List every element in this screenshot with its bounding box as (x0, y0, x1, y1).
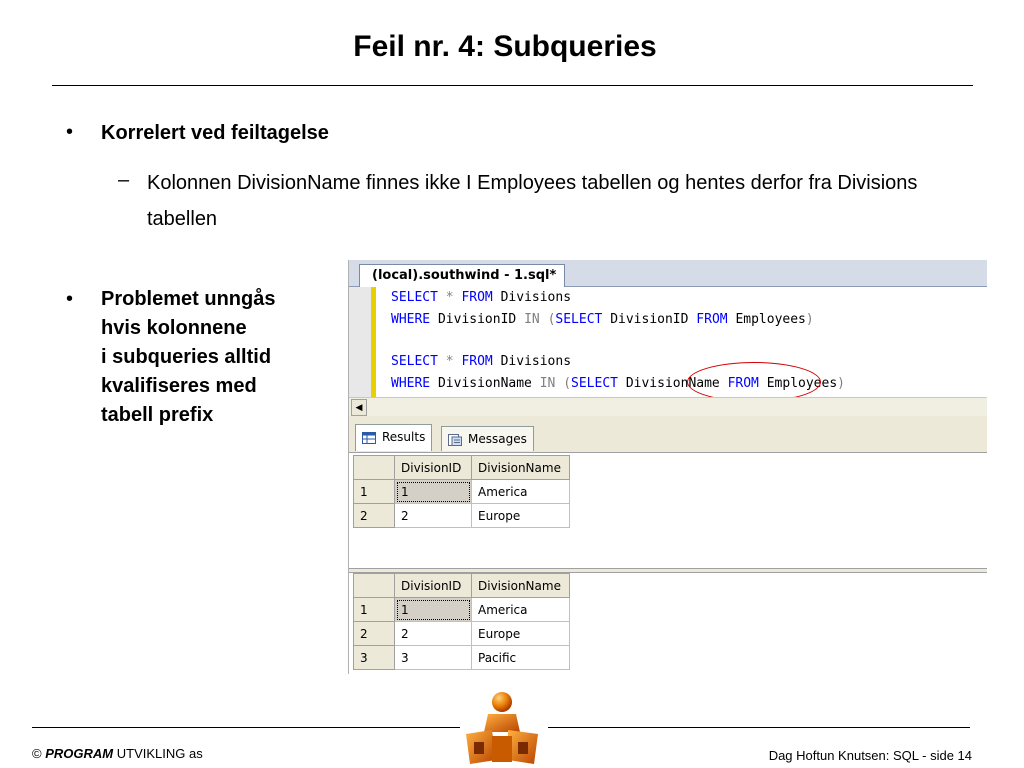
column-header[interactable]: DivisionName (472, 574, 570, 598)
grid-header-row (354, 574, 570, 598)
row-number[interactable]: 1 (354, 598, 395, 622)
grid-cell[interactable]: America (472, 598, 570, 622)
code-line-2: WHERE DivisionID IN (SELECT DivisionID FROM Employees) (391, 312, 814, 327)
column-header[interactable]: DivisionID (395, 456, 472, 480)
bullet-problem-line: hvis kolonnene (101, 317, 247, 339)
scroll-left-icon[interactable]: ◀ (351, 399, 367, 416)
code-line-1: SELECT * FROM Divisions (391, 290, 572, 305)
footer-brand: PROGRAM (45, 746, 114, 761)
table-row (354, 504, 570, 528)
row-number[interactable]: 2 (354, 504, 395, 528)
bullet-problem-line: kvalifiseres med (101, 375, 257, 397)
row-number[interactable]: 1 (354, 480, 395, 504)
grid-header-row (354, 456, 570, 480)
bullet-problem-line: tabell prefix (101, 404, 214, 426)
grid-cell[interactable]: America (472, 480, 570, 504)
grid-cell[interactable]: 1 (395, 480, 472, 504)
copyright-symbol: © (32, 746, 42, 761)
ssms-window (348, 260, 987, 674)
footer-divider-right (548, 727, 970, 728)
table-row (354, 622, 570, 646)
program-logo-icon (462, 690, 542, 766)
column-header[interactable]: DivisionID (395, 574, 472, 598)
bullet-problem-line: i subqueries alltid (101, 346, 272, 368)
horizontal-scrollbar[interactable] (349, 397, 987, 416)
highlight-circle (687, 362, 821, 402)
grid-cell[interactable]: Europe (472, 504, 570, 528)
results-grid-2[interactable] (353, 573, 570, 670)
bullet-problem-line: Problemet unngås (101, 288, 276, 310)
tab-messages[interactable] (441, 426, 534, 451)
editor-gutter (349, 287, 371, 397)
grid-icon (362, 432, 376, 444)
sub-bullet-marker: – (118, 169, 130, 191)
grid-cell[interactable]: 3 (395, 646, 472, 670)
row-number[interactable]: 2 (354, 622, 395, 646)
tab-results[interactable] (355, 424, 432, 451)
bullet-problem (101, 285, 341, 430)
result-tabs (349, 418, 987, 453)
footer-author-page: Dag Hoftun Knutsen: SQL - side 14 (768, 748, 972, 763)
title-divider (52, 85, 973, 86)
grid-cell[interactable]: 2 (395, 622, 472, 646)
table-row (354, 598, 570, 622)
results-pane (349, 453, 987, 674)
results-grid-1[interactable] (353, 455, 570, 528)
change-marker (371, 287, 376, 397)
bullet-marker: • (66, 121, 74, 143)
grid-corner[interactable] (354, 574, 395, 598)
page-title: Feil nr. 4: Subqueries (353, 30, 657, 63)
grid-cell[interactable]: Europe (472, 622, 570, 646)
tab-results-label: Results (382, 430, 426, 444)
grid-cell[interactable]: 1 (395, 598, 472, 622)
code-line-4: WHERE DivisionName IN (SELECT DivisionName FROM Employees) (391, 376, 845, 391)
table-row (354, 480, 570, 504)
grid-cell[interactable]: Pacific (472, 646, 570, 670)
query-document-tab[interactable]: (local).southwind - 1.sql* (359, 264, 565, 287)
row-number[interactable]: 3 (354, 646, 395, 670)
footer-copyright (32, 746, 203, 761)
bullet-marker-2: • (66, 288, 74, 310)
query-editor[interactable] (349, 287, 987, 397)
bullet-correlated: Korrelert ved feiltagelse (101, 122, 329, 144)
footer-divider-left (32, 727, 460, 728)
grid-corner[interactable] (354, 456, 395, 480)
code-line-3: SELECT * FROM Divisions (391, 354, 572, 369)
sub-bullet-explanation: Kolonnen DivisionName finnes ikke I Employees tabellen og hentes derfor fra Divisions tabellen (147, 172, 918, 230)
tab-messages-label: Messages (468, 432, 527, 446)
messages-icon (448, 434, 462, 446)
table-row (354, 646, 570, 670)
grid-cell[interactable]: 2 (395, 504, 472, 528)
document-tabstrip (349, 260, 987, 287)
footer-company: UTVIKLING as (116, 746, 203, 761)
column-header[interactable]: DivisionName (472, 456, 570, 480)
